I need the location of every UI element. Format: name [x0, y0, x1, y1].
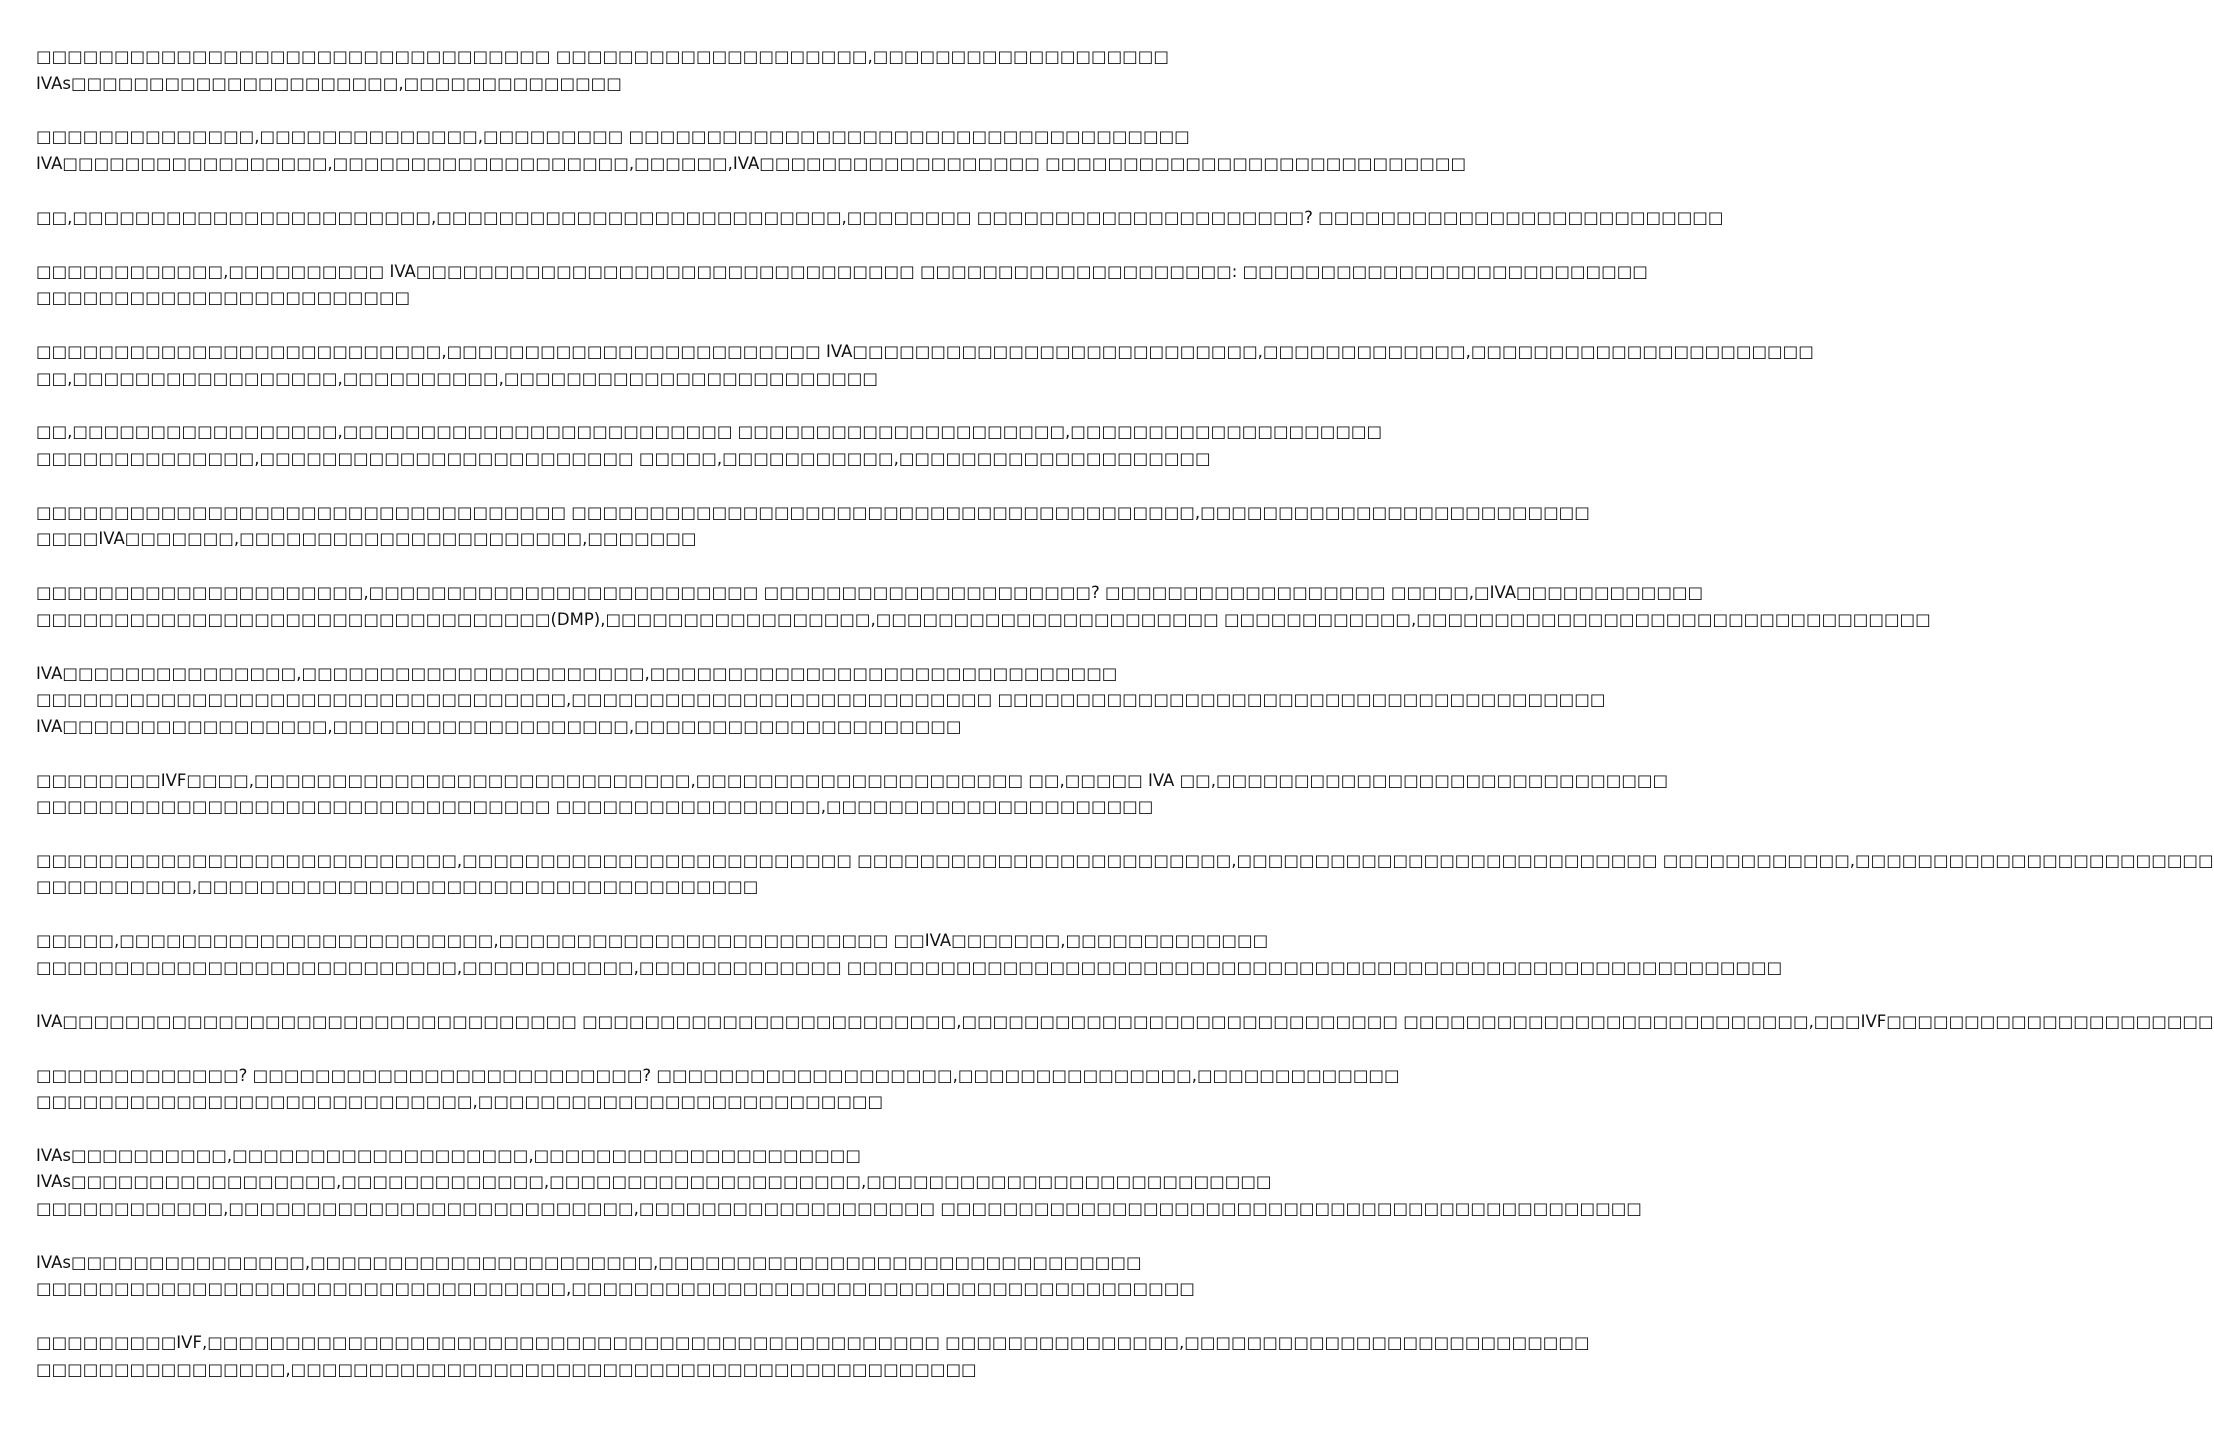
paragraph [36, 419, 1383, 472]
text-line: □□□□□□□□□IVF,□□□□□□□□□□□□□□□□□□□□□□□□□□□□□□□□□□□□□□□□□□□□□□□ □□□□□□□□□□□□□□□,□□□□□□□□□□□□□□□□□□□□□□□□□□ [36, 1333, 1590, 1353]
text-line: □□□□□□□□□□□□□□□□□□□□□□□□□□□□□□□□□□ □□□□□□□□□□□□□□□□□□□□□□□□□□□□□□□□□□□□□□□□,□□□□□□□□□□□□□□□□□□□□□□□□□ [36, 502, 1590, 522]
paragraph [36, 1009, 2214, 1036]
text-line: □□□□□□□□□□□□□□□□□□□□□□□□□□□□□□□□□□,□□□□□□□□□□□□□□□□□□□□□□□□□□□ □□□□□□□□□□□□□□□□□□□□□□□□□□□□□□□□□□□□□□□ [36, 690, 1606, 710]
text-line: □□,□□□□□□□□□□□□□□□□□,□□□□□□□□□□,□□□□□□□□□□□□□□□□□□□□□□□□ [36, 368, 878, 388]
text-line: □□□□□□□□□□□□□□□□□□□□□□□□□□,□□□□□□□□□□□□□□□□□□□□□□□□ IVA□□□□□□□□□□□□□□□□□□□□□□□□□□,□□□□□□□□□□□□□,□□□□□□□□□□□□□□□□□□□□□□ [36, 342, 1814, 362]
paragraph [36, 259, 1648, 312]
text-line: □□,□□□□□□□□□□□□□□□□□,□□□□□□□□□□□□□□□□□□□□□□□□□ □□□□□□□□□□□□□□□□□□□□□,□□□□□□□□□□□□□□□□□□□□ [36, 422, 1383, 442]
text-line: □□,□□□□□□□□□□□□□□□□□□□□□□□,□□□□□□□□□□□□□□□□□□□□□□□□□□,□□□□□□□□ □□□□□□□□□□□□□□□□□□□□□? □□□□□□□□□□□□□□□□□□□□□□□□□□ [36, 207, 1724, 227]
paragraph [36, 661, 1606, 741]
text-line: □□□□□□□□□□□□□□□□□□□□□□□□□□□□□□□□□ □□□□□□□□□□□□□□□□□□□□,□□□□□□□□□□□□□□□□□□□ [36, 47, 1169, 66]
text-line: □□□□□□□□□□,□□□□□□□□□□□□□□□□□□□□□□□□□□□□□□□□□□□□ [36, 877, 759, 897]
paragraph [36, 500, 1590, 553]
text-line: □□□□□□□□□□□□□□□□,□□□□□□□□□□□□□□□□□□□□□□□□□□□□□□□□□□□□□□□□□□□□ [36, 1359, 977, 1379]
paragraph [36, 580, 1931, 633]
text-line: IVA□□□□□□□□□□□□□□□,□□□□□□□□□□□□□□□□□□□□□□,□□□□□□□□□□□□□□□□□□□□□□□□□□□□□□ [36, 663, 1118, 683]
text-line: □□□□□□□□□□□□□? □□□□□□□□□□□□□□□□□□□□□□□□□? □□□□□□□□□□□□□□□□□□□,□□□□□□□□□□□□□□□,□□□□□□□□□□□□□ [36, 1065, 1400, 1085]
text-line: □□□□□□□□IVF□□□□,□□□□□□□□□□□□□□□□□□□□□□□□□□□□,□□□□□□□□□□□□□□□□□□□□□ □□,□□□□□ IVA □□,□□□□□□□□□□□□□□□□□□□□□□□□□□□□□ [36, 770, 1669, 790]
paragraph [36, 928, 1783, 981]
paragraph [36, 1143, 1642, 1223]
text-line: □□□□□□□□□□□□□□,□□□□□□□□□□□□□□□□□□□□□□□□ □□□□□,□□□□□□□□□□□,□□□□□□□□□□□□□□□□□□□□ [36, 448, 1211, 468]
text-line: IVA□□□□□□□□□□□□□□□□□,□□□□□□□□□□□□□□□□□□□,□□□□□□,IVA□□□□□□□□□□□□□□□□□□ □□□□□□□□□□□□□□□□□□□□□□□□□□□ [36, 153, 1467, 173]
text-line: □□□□□□□□□□□□□□□□□□□□□□□□□□□□□□□□□ □□□□□□□□□□□□□□□□□,□□□□□□□□□□□□□□□□□□□□□ [36, 797, 1154, 817]
text-line: □□□□□□□□□□□□,□□□□□□□□□□ IVA□□□□□□□□□□□□□□□□□□□□□□□□□□□□□□□□ □□□□□□□□□□□□□□□□□□□□: □□□□□□□□□□□□□□□□□□□□□□□□□□ [36, 261, 1648, 281]
text-line: □□□□□□□□□□□□□□□□□□□□□□□□□□□□□□□□□(DMP),□□□□□□□□□□□□□□□□□,□□□□□□□□□□□□□□□□□□□□□□ □□□□□□□□□□□□,□□□□□□□□□□□□□□□□□□□□□□□□□□□□□□□□□ [36, 609, 1931, 629]
text-line: □□□□□□□□□□□□□□□□□□□□□□□□□□□□,□□□□□□□□□□□□□□□□□□□□□□□□□□ [36, 1092, 884, 1112]
paragraph [36, 1330, 1590, 1383]
text-line: □□□□□□□□□□□□□□,□□□□□□□□□□□□□□,□□□□□□□□□ □□□□□□□□□□□□□□□□□□□□□□□□□□□□□□□□□□□□ [36, 127, 1190, 147]
text-line: □□□□□□□□□□□□,□□□□□□□□□□□□□□□□□□□□□□□□□□,□□□□□□□□□□□□□□□□□□□ □□□□□□□□□□□□□□□□□□□□□□□□□□□□□□□□□□□□□□□□□□□□□ [36, 1198, 1642, 1218]
text-line: □□□□□,□□□□□□□□□□□□□□□□□□□□□□□□,□□□□□□□□□□□□□□□□□□□□□□□□□ □□IVA□□□□□□□,□□□□□□□□□□□□□ [36, 931, 1269, 951]
text-line: IVA□□□□□□□□□□□□□□□□□,□□□□□□□□□□□□□□□□□□□,□□□□□□□□□□□□□□□□□□□□□ [36, 716, 962, 736]
paragraph [36, 339, 1814, 392]
paragraph [36, 44, 1169, 97]
text-line: IVAs□□□□□□□□□□,□□□□□□□□□□□□□□□□□□□,□□□□□□□□□□□□□□□□□□□□□ [36, 1145, 861, 1165]
paragraph [36, 848, 2214, 901]
paragraph [36, 1250, 1195, 1303]
text-line: □□□□□□□□□□□□□□□□□□□□□□□□□□□,□□□□□□□□□□□,□□□□□□□□□□□□□ □□□□□□□□□□□□□□□□□□□□□□□□□□□□□□□□□□□□□□□□□□□□□□□□□□□□□□□□□□□□ [36, 957, 1783, 977]
text-line: □□□□□□□□□□□□□□□□□□□□□□□□□□□,□□□□□□□□□□□□□□□□□□□□□□□□□ □□□□□□□□□□□□□□□□□□□□□□□□,□□□□□□□□□□□□□□□□□□□□□□□□□□□ □□□□□□□□□□□□,□□□□□□□□□□□□□□□□□□□□□□□ [36, 850, 2214, 870]
text-line: IVAs□□□□□□□□□□□□□□□□□□□□□,□□□□□□□□□□□□□□ [36, 73, 622, 93]
paragraph [36, 768, 1669, 821]
text-line: □□□□□□□□□□□□□□□□□□□□□□□□□□□□□□□□□□,□□□□□□□□□□□□□□□□□□□□□□□□□□□□□□□□□□□□□□□□ [36, 1279, 1195, 1299]
text-line: IVAs□□□□□□□□□□□□□□□□□,□□□□□□□□□□□□□,□□□□□□□□□□□□□□□□□□□□,□□□□□□□□□□□□□□□□□□□□□□□□□□ [36, 1172, 1272, 1192]
paragraph [36, 1063, 1400, 1116]
text-line: □□□□□□□□□□□□□□□□□□□□□,□□□□□□□□□□□□□□□□□□□□□□□□□ □□□□□□□□□□□□□□□□□□□□□? □□□□□□□□□□□□□□□□□□ □□□□□,□IVA□□□□□□□□□□□□ [36, 583, 1704, 603]
text-line: IVAs□□□□□□□□□□□□□□□,□□□□□□□□□□□□□□□□□□□□□□,□□□□□□□□□□□□□□□□□□□□□□□□□□□□□□□ [36, 1252, 1142, 1272]
paragraph [36, 205, 1724, 232]
text-line: □□□□IVA□□□□□□□,□□□□□□□□□□□□□□□□□□□□□□,□□□□□□□ [36, 529, 697, 549]
paragraph [36, 124, 1467, 177]
text-line: IVA□□□□□□□□□□□□□□□□□□□□□□□□□□□□□□□□□ □□□□□□□□□□□□□□□□□□□□□□□□,□□□□□□□□□□□□□□□□□□□□□□□□□□□□ □□□□□□□□□□□□□□□□□□□□□□□□□□,□□□IVF□□□□□□□□□□□□□□□□□□□□□ [36, 1011, 2214, 1031]
text-line: □□□□□□□□□□□□□□□□□□□□□□□□ [36, 288, 411, 308]
